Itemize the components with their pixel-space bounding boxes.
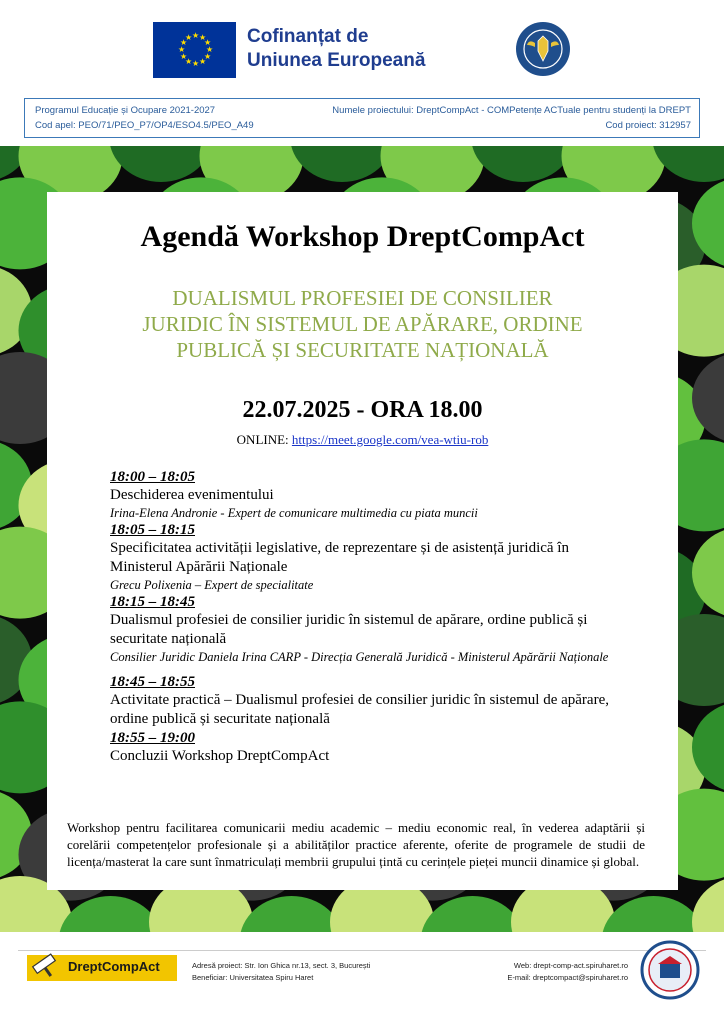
decorative-circle [602,896,706,932]
footer-address: Adresă proiect: Str. Ion Ghica nr.13, sect. 3, București [192,961,371,970]
agenda-slot [110,521,630,593]
decorative-circle [109,146,213,182]
slot-speaker: Irina-Elena Andronie - Expert de comunicare multimedia cu piata muncii [110,506,478,520]
agenda-card [47,192,678,890]
svg-text:★: ★ [185,57,193,66]
footer-beneficiar: Beneficiar: Universitatea Spiru Haret [192,973,314,982]
event-subtitle: DUALISMUL PROFESIEI DE CONSILIER JURIDIC ÎN SISTEMUL DE APĂRARE, ORDINE PUBLICĂ ȘI SECURITATE NAȚIONALĂ [142,286,583,362]
svg-text:★: ★ [180,38,188,47]
program-info-box [24,98,700,138]
slot-speaker: Grecu Polixenia – Expert de specialitate [110,578,314,592]
cofinantat-text [247,25,425,73]
svg-text:★: ★ [206,45,214,54]
logo-text: DreptCompAct [68,959,160,974]
svg-text:★: ★ [192,59,200,68]
footer-email: E-mail: dreptcompact@spiruharet.ro [507,973,628,982]
svg-text:★: ★ [199,33,207,42]
agenda-slot [110,468,630,521]
decorative-circle [290,146,394,182]
spacer [110,665,630,673]
decorative-circle [421,896,525,932]
decorative-circle [692,876,724,932]
slot-time: 18:15 – 18:45 [110,594,195,610]
svg-text:★: ★ [180,52,188,61]
slot-time: 18:00 – 18:05 [110,469,195,485]
slot-activity: Deschiderea evenimentului [110,487,274,503]
cod-proiect: Cod proiect: 312957 [605,120,691,131]
project-name: Numele proiectului: DreptCompAct - COMPetențe ACTuale pentru studenți la DREPT [332,105,691,116]
online-line [47,432,678,448]
cofinantat-line1: Cofinanțat de [247,26,369,47]
footer-web: Web: drept-comp-act.spiruharet.ro [513,961,628,970]
slot-speaker: Consilier Juridic Daniela Irina CARP - Direcția Generală Juridică - Ministerul Apărării Naționale [110,650,609,664]
decorative-circle [652,146,724,182]
svg-text:★: ★ [199,57,207,66]
decorative-circle [240,896,344,932]
agenda-slot [110,673,630,729]
svg-text:★: ★ [185,33,193,42]
agenda-slot [110,593,630,665]
online-label: ONLINE: [236,432,292,447]
eu-flag-icon [153,22,236,78]
slot-time: 18:45 – 18:55 [110,674,195,690]
svg-text:★: ★ [204,38,212,47]
program-name: Programul Educație și Ocupare 2021-2027 [35,105,216,116]
slot-activity: Dualismul profesiei de consilier juridic în sistemul de apărare, ordine publică și securitate națională [110,612,588,647]
footer-contact-block [507,960,628,984]
slot-time: 18:55 – 19:00 [110,730,195,746]
cofinantat-line2: Uniunea Europeană [247,50,426,71]
agenda-list [110,468,630,766]
svg-text:★: ★ [204,52,212,61]
decorative-circle [59,896,163,932]
workshop-description: Workshop pentru facilitarea comunicarii mediu academic – mediu economic real, în vederea adaptării și corelării competențelor profesionale și a abilităților practice aferente, oferite de programele de studii de licența/masterat la care sunt înmatriculați membrii grupului țintă cu cerințele pieței muncii dinamice și global. [67,820,645,869]
event-datetime: 22.07.2025 - ORA 18.00 [242,397,483,423]
decorative-circle [471,146,575,182]
guvernul-romaniei-seal-icon [515,21,571,77]
agenda-slot [110,729,630,766]
page-title: Agendă Workshop DreptCompAct [140,220,585,253]
spiru-haret-university-seal-icon [640,940,700,1000]
slot-activity: Specificitatea activității legislative, de reprezentare și de asistență juridică în Ministerul Apărării Naționale [110,540,569,575]
slot-time: 18:05 – 18:15 [110,522,195,538]
slot-activity: Concluzii Workshop DreptCompAct [110,748,330,764]
svg-text:★: ★ [192,31,200,40]
footer-address-block [192,960,370,984]
footer-divider [18,950,706,951]
slot-activity: Activitate practică – Dualismul profesiei de consilier juridic în sistemul de apărare, ordine publică și securitate națională [110,692,609,727]
cod-apel: Cod apel: PEO/71/PEO_P7/OP4/ESO4.5/PEO_A49 [35,120,254,131]
svg-text:★: ★ [178,45,186,54]
meeting-link[interactable]: https://meet.google.com/vea-wtiu-rob [291,432,489,447]
